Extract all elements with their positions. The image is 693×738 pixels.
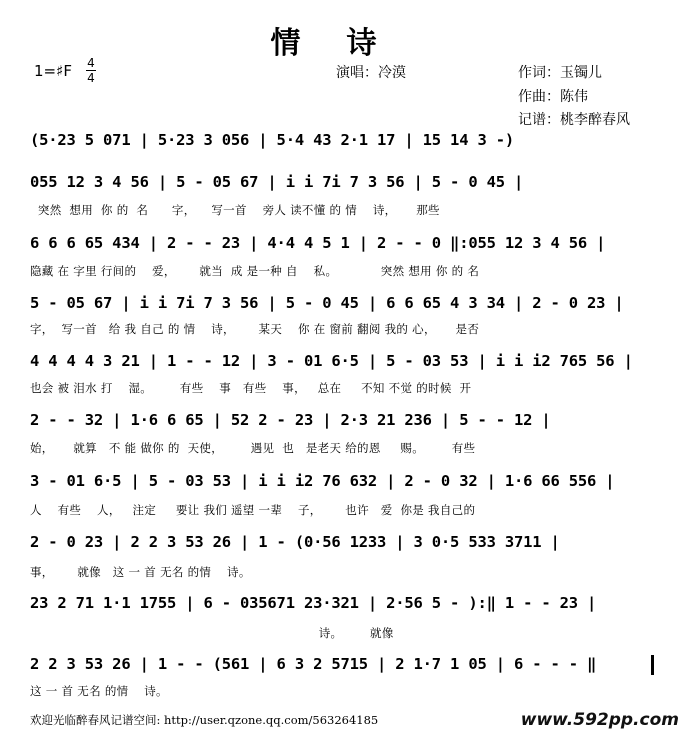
lyrics-line	[30, 157, 662, 173]
footer-link[interactable]: 欢迎光临醉春风记谱空间: http://user.qzone.qq.com/563264185	[30, 713, 379, 727]
notation-line: 5 - 05 67 | i i 7i 7 3 56 | 5 - 0 45 | 6 6 65 4 3 34 | 2 - 0 23 |	[30, 294, 624, 312]
song-title: 情诗	[270, 26, 423, 61]
lyrics-line: 诗。 就像	[30, 626, 394, 640]
final-barline	[651, 655, 654, 675]
lyrics-line: 字， 写一首 给 我 自己 的 情 诗， 某天 你 在 窗前 翻阅 我的 心， 是否	[30, 322, 480, 336]
lyrics-line: 这 一 首 无名 的情 诗。	[30, 684, 168, 698]
notation-line: 4 4 4 4 3 21 | 1 - - 12 | 3 - 01 6·5 | 5 - 03 53 | i i i2 765 56 |	[30, 352, 633, 370]
time-signature	[86, 57, 96, 84]
key-signature: 1=♯F	[34, 62, 72, 80]
lyricist-credit: 作词：玉镯儿	[518, 65, 602, 81]
notation-line: 2 - 0 23 | 2 2 3 53 26 | 1 - (0·56 1233 | 3 0·5 533 3711 |	[30, 533, 560, 551]
meter-bottom: 4	[87, 71, 95, 85]
notation-line: 3 - 01 6·5 | 5 - 03 53 | i i i2 76 632 | 2 - 0 32 | 1·6 66 556 |	[30, 472, 615, 490]
lyrics-line: 突然 想用 你 的 名 字， 写一首 旁人 读不懂 的 情 诗， 那些	[30, 203, 440, 217]
composer-credit: 作曲：陈伟	[518, 89, 588, 105]
site-logo: www.592pp.com	[520, 710, 679, 730]
notation-line: 2 2 3 53 26 | 1 - - (561 | 6 3 2 5715 | 2 1·7 1 05 | 6 - - - ‖	[30, 655, 597, 673]
lyrics-line: 也会 被 泪水 打 湿。 有些 事 有些 事， 总在 不知 不觉 的时候 开	[30, 381, 472, 395]
lyrics-line: 人 有些 人， 注定 要让 我们 遥望 一辈 子， 也许 爱 你是 我自己的	[30, 503, 476, 517]
notation-line: 055 12 3 4 56 | 5 - 05 67 | i i 7i 7 3 56 | 5 - 0 45 |	[30, 173, 524, 191]
meter-top: 4	[87, 56, 95, 70]
singer-credit: 演唱：冷漠	[336, 65, 406, 81]
notation-line: 23 2 71 1·1 1755 | 6 - 035671 23·321 | 2·56 5 - ):‖ 1 - - 23 |	[30, 594, 597, 612]
notation-line: 6 6 6 65 434 | 2 - - 23 | 4·4 4 5 1 | 2 - - 0 ‖:055 12 3 4 56 |	[30, 234, 606, 252]
lyrics-line: 事， 就像 这 一 首 无名 的情 诗。	[30, 565, 251, 579]
notation-line: 2 - - 32 | 1·6 6 65 | 52 2 - 23 | 2·3 21 236 | 5 - - 12 |	[30, 411, 551, 429]
notation-line: (5·23 5 071 | 5·23 3 056 | 5·4 43 2·1 17 | 15 14 3 -)	[30, 131, 514, 149]
lyrics-line: 隐藏 在 字里 行间的 爱， 就当 成 是一种 自 私。 突然 想用 你 的 名	[30, 264, 480, 278]
lyrics-line: 始， 就算 不 能 做你 的 天使， 遇见 也 是老天 给的恩 赐。 有些	[30, 441, 476, 455]
transcriber-credit: 记谱：桃李醉春风	[518, 112, 630, 128]
